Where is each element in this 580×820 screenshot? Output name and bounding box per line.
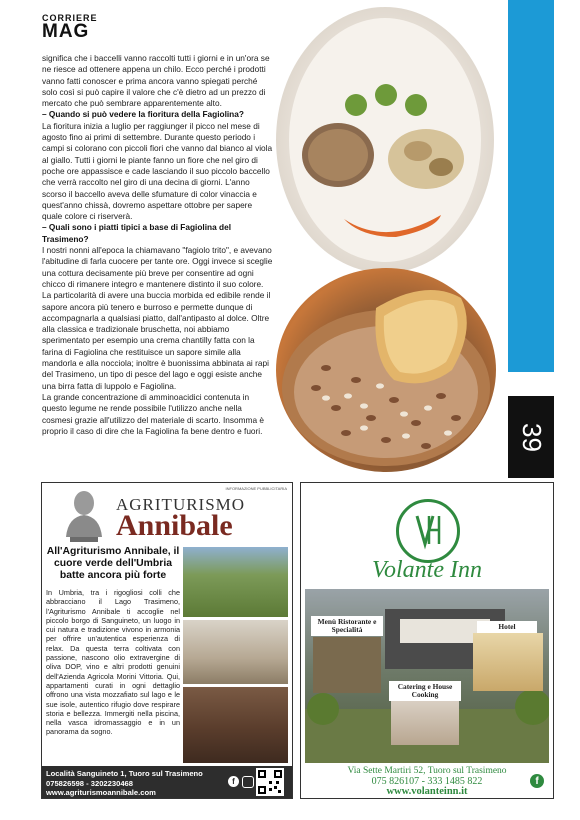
ad-volante-address: Via Sette Martiri 52, Tuoro sul Trasimeno <box>347 766 507 776</box>
ad-annibale-website[interactable]: www.agriturismoannibale.com <box>46 788 156 797</box>
article-paragraph: La fioritura inizia a luglio per raggiunger il picco nel mese di agosto fino ai primi di settembre. Durante questo periodo i campi si colorano con piccoli fiori che vanno dal bianco al viola al giallo. Tutti i giorni le piante fanno un fiore che nel giro di poche ore appassisce e cade lasciando il suo piccolo baccello che verrà raccolto nel giro di una decina di giorni. L'anno scorso il baccello aveva delle sfumature di color vinaccia e quest'anno chissà, dovremo aspettare ottobre per sapere quale colore ci riserverà. <box>42 120 273 222</box>
dish-illustration <box>276 7 494 273</box>
label-catering: Catering e House Cooking <box>389 681 461 701</box>
page-number: 39 <box>516 422 547 452</box>
label-menu-restaurant: Menù Ristorante e Specialità <box>311 616 383 636</box>
masthead-logo <box>42 14 98 41</box>
ad-volante-website[interactable]: www.volanteinn.it <box>386 786 468 797</box>
article-paragraph: I nostri nonni all'epoca la chiamavano "fagiolo trito", e avevano l'abitudine di farla cuocere per tante ore. Oggi invece si sceglie una cottura decisamente più breve per consentire ad ogni chicco di rimanere integro e mantenere distinto il suo colore. La particolarità di avere una buccia morbida ed edibile rende il sapore ancora più tenero e burroso e permette dunque di accompagnarla a qualsiasi piatto, dall'antipasto al dolce. Oltre alla classica e tradizionale bruschetta, noi abbiamo sperimentato per esempio una crema chantilly fatta con la farina di Fagiolina che restituisce un sapore simile alla mandorla e alla nocciola; inoltre è buonissima abbinata ai rapi del Trasimeno, un tipo di pesce del lago e oggi esiste anche una birra fatta di luppolo e Fagiolina. <box>42 245 273 391</box>
bust-statue-icon <box>58 487 110 543</box>
ad-annibale-brand-name: Annibale <box>116 509 233 542</box>
page-number-tab <box>508 396 554 478</box>
masthead-line1: CORRIERE <box>42 13 98 23</box>
ad-volante-brand: Volante Inn <box>372 557 482 583</box>
ad-annibale-header <box>42 483 292 545</box>
instagram-icon[interactable] <box>242 776 254 788</box>
photo-hotel-room <box>473 633 543 691</box>
article-paragraph: La grande concentrazione di amminoacidici contenuta in questo legume ne rende possibile l'utilizzo anche nella cosmesi grazie all'utilizzo del materiale di scarto. Insomma è proprio il caso di dire che la Fagiolina fa bene dentro e fuori. <box>42 391 264 436</box>
ad-annibale-footer <box>42 766 292 798</box>
dish-photo-plate <box>276 7 494 273</box>
beans-illustration <box>276 268 496 472</box>
photo-apartment <box>183 620 288 684</box>
ad-volante-phone: 075 826107 - 333 1485 822 <box>371 776 483 787</box>
photo-catering-table <box>391 701 459 745</box>
facebook-icon[interactable]: f <box>530 774 544 788</box>
masthead-line2: MAG <box>42 21 90 42</box>
ad-annibale-phone: 075826598 - 3202230468 <box>46 779 133 788</box>
article-body <box>42 53 274 437</box>
ad-volante-inn[interactable] <box>300 482 554 799</box>
photo-food <box>313 637 381 693</box>
accent-bar <box>508 0 554 372</box>
facebook-icon[interactable]: f <box>228 776 239 787</box>
ad-annibale-brand-top: AGRITURISMO <box>116 495 246 514</box>
qr-code-icon <box>256 768 284 796</box>
ad-agriturismo-annibale[interactable] <box>41 482 293 799</box>
advertising-tag: INFORMAZIONE PUBBLICITARIA <box>225 486 287 491</box>
article-question: – Quali sono i piatti tipici a base di Fagiolina del Trasimeno? <box>42 222 232 244</box>
photo-countryside <box>183 547 288 617</box>
volante-emblem-icon <box>396 499 460 563</box>
article-paragraph: significa che i baccelli vanno raccolti tutti i giorni e in un'ora se ne riesce ad ottenere appena un chilo. Ecco perché i prodotti vanno fatti conoscer e prima ancora vanno spiegati perché solo così si può capire il valore che c'è dietro ad un prezzo di mercato che può sembrare apparentemente alto. <box>42 53 270 109</box>
label-hotel: Hotel <box>477 621 537 633</box>
ad-annibale-body: In Umbria, tra i rigogliosi colli che abbracciano il Lago Trasimeno, l'Agriturismo Annibale ti accoglie nel piccolo borgo di Sanguineto, un luogo in cui natura e tradizione vivono in armonia per offrire un'autentica esperienza di relax. Da questa terra coltivata con passione, nascono olio extravergine di oliva DOP, vino e altri prodotti genuini dell'Azienda Agricola Morini Vittoria. Qui, appartamenti curati in ogni dettaglio offrono una vista mozzafiato sul lago e le sue isole, autentico rifugio dove respirare storia e bellezza. Immergiti nella piscina, nella vasca idromassaggio e in un panorama da sogno. <box>46 588 180 737</box>
ad-volante-footer <box>301 764 553 798</box>
article-question: – Quando si può vedere la fioritura della Fagiolina? <box>42 109 244 120</box>
ad-annibale-headline: All'Agriturismo Annibale, il cuore verde dell'Umbria batte ancora più forte <box>46 546 180 581</box>
ad-annibale-address: Località Sanguineto 1, Tuoro sul Trasimeno <box>46 769 203 778</box>
photo-wine-cellar <box>183 687 288 763</box>
dish-photo-beans <box>276 268 496 472</box>
